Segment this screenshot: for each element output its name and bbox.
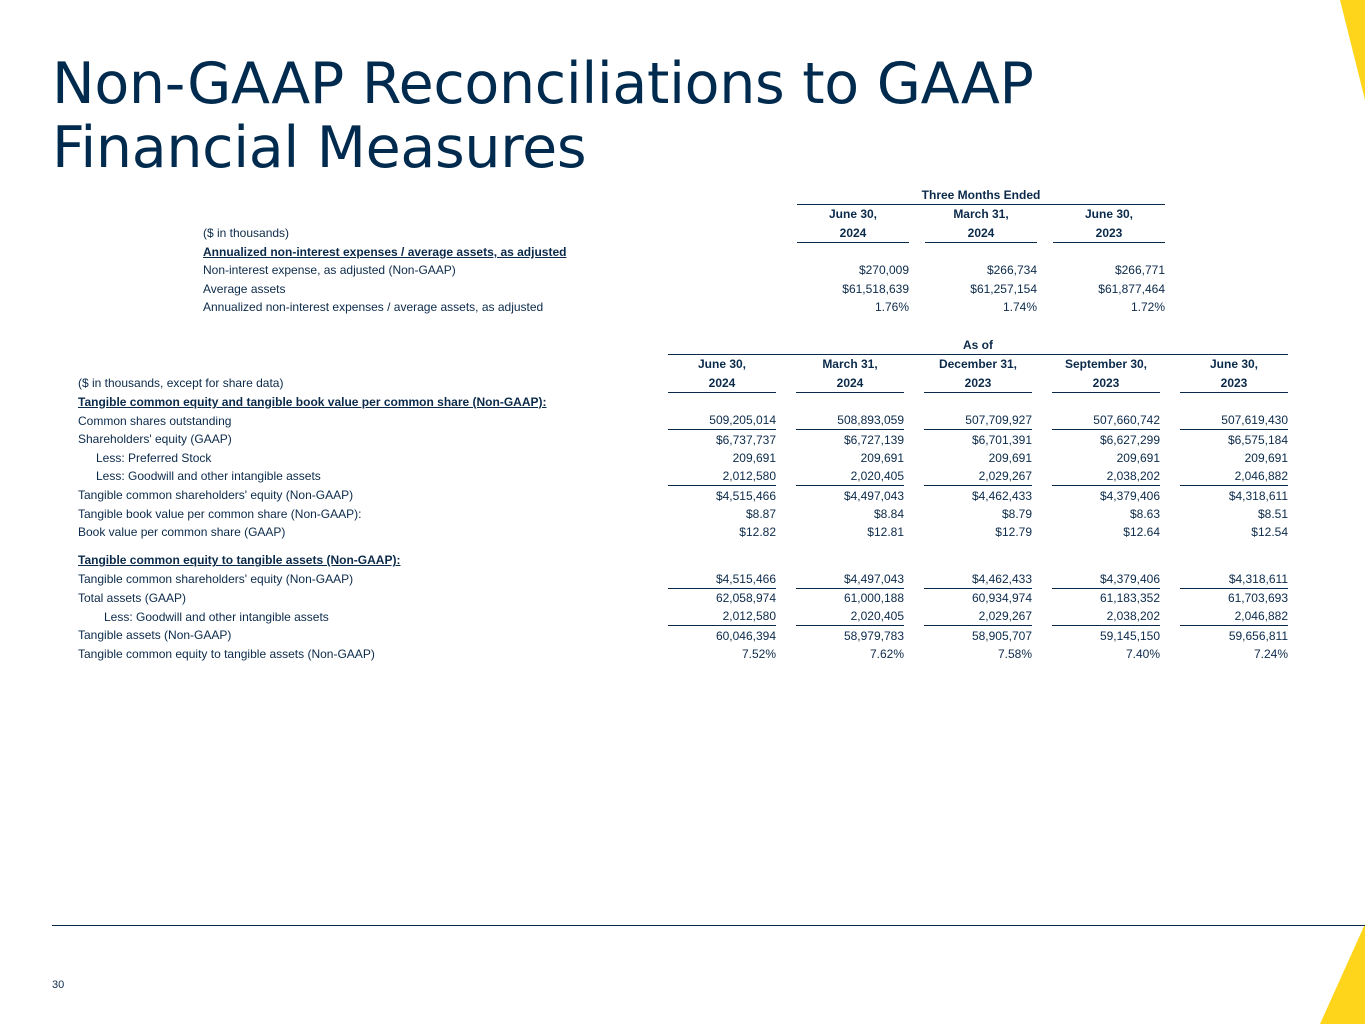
cell: 61,000,188 [843,591,904,605]
cell: $6,701,391 [924,430,1032,449]
cell: $4,318,611 [1180,486,1288,505]
table-row [78,523,1288,541]
column-header: June 30, [1084,207,1134,222]
column-year: 2023 [1053,224,1165,243]
cell: 59,145,150 [1052,626,1160,645]
cell: 7.24% [1253,646,1288,661]
cell: 7.52% [741,646,776,661]
table-row [78,570,1288,589]
row-label: Less: Preferred Stock [96,450,212,465]
cell: 58,979,783 [796,626,904,645]
cell: $12.81 [867,525,904,540]
cell: $8.84 [873,506,904,521]
table-row [203,279,1165,297]
cell: 2,038,202 [1106,609,1160,624]
accent-stripe-top [1320,0,1365,100]
cell: 507,709,927 [965,413,1032,428]
cell: $12.64 [1123,525,1160,540]
table-row [203,261,1165,279]
cell: $12.54 [1251,525,1288,540]
cell: 2,029,267 [978,609,1032,624]
column-year: 2024 [668,374,776,393]
cell: $266,771 [1114,263,1165,278]
cell: 209,691 [860,450,904,465]
expense-ratio-table [203,186,1165,316]
unit-label: ($ in thousands) [203,225,290,240]
column-header: September 30, [1064,357,1148,372]
column-year: 2024 [797,224,909,243]
section-title: Annualized non-interest expenses / average assets, as adjusted [203,244,567,259]
cell: $4,515,466 [668,486,776,505]
cell: $61,518,639 [842,281,909,296]
column-header: March 31, [822,357,878,372]
table-row [78,588,1288,607]
cell: 509,205,014 [709,413,776,428]
row-label: Average assets [203,281,286,296]
cell: 2,020,405 [850,609,904,624]
cell: 2,029,267 [978,469,1032,484]
cell: 209,691 [988,450,1032,465]
cell: 61,183,352 [1099,591,1160,605]
cell: $4,462,433 [924,570,1032,589]
cell: 507,619,430 [1221,413,1288,428]
accent-stripe-bottom [1320,924,1365,1024]
cell: $61,257,154 [970,281,1037,296]
section-title: Tangible common equity and tangible book value per common share (Non-GAAP): [78,394,547,409]
page-number: 30 [52,979,65,991]
cell: 59,656,811 [1180,626,1288,645]
cell: $8.63 [1129,506,1160,521]
cell: $8.79 [1001,506,1032,521]
cell: 1.76% [874,299,909,314]
cell: $4,515,466 [668,570,776,589]
table-row [78,607,1288,626]
cell: 7.62% [869,646,904,661]
cell: $4,497,043 [796,570,904,589]
cell: 1.72% [1130,299,1165,314]
cell: 61,703,693 [1227,591,1288,605]
row-label: Tangible book value per common share (Non-GAAP): [78,506,362,521]
cell: 2,020,405 [850,469,904,484]
cell: $61,877,464 [1098,281,1165,296]
row-label: Common shares outstanding [78,413,232,428]
cell: $8.51 [1257,506,1288,521]
row-label: Shareholders' equity (GAAP) [78,432,232,447]
cell: $6,575,184 [1180,430,1288,449]
group-header: Three Months Ended [797,186,1165,205]
row-label: Tangible common shareholders' equity (Non-GAAP) [78,571,354,586]
section-title: Tangible common equity to tangible assets (Non-GAAP): [78,553,401,568]
page-title: Non-GAAP Reconciliations to GAAP Financial Measures [52,51,1034,181]
table-row [78,486,1288,505]
row-label: Less: Goodwill and other intangible assets [96,469,321,484]
cell: $6,627,299 [1052,430,1160,449]
unit-label: ($ in thousands, except for share data) [78,375,284,390]
cell: 58,905,707 [924,626,1032,645]
row-label: Less: Goodwill and other intangible assets [104,609,329,624]
cell: $6,737,737 [668,430,776,449]
cell: $12.79 [995,525,1032,540]
cell: $270,009 [858,263,909,278]
cell: 62,058,974 [715,591,776,605]
cell: 60,046,394 [668,626,776,645]
row-label: Tangible common shareholders' equity (Non-GAAP) [78,488,354,503]
column-header: June 30, [1209,357,1259,372]
column-year: 2023 [1180,374,1288,393]
table-row [78,645,1288,663]
cell: 209,691 [1116,450,1160,465]
table-row [78,467,1288,486]
column-year: 2023 [1052,374,1160,393]
table-row [78,505,1288,523]
row-label: Total assets (GAAP) [78,590,187,605]
cell: 60,934,974 [971,591,1032,605]
table-row [78,430,1288,449]
row-label: Book value per common share (GAAP) [78,525,286,540]
row-label: Tangible assets (Non-GAAP) [78,628,232,643]
footer-divider [52,925,1365,926]
table-row [78,411,1288,430]
column-header: June 30, [828,207,878,222]
cell: 2,046,882 [1234,609,1288,624]
column-year: 2024 [796,374,904,393]
row-label: Non-interest expense, as adjusted (Non-GAAP) [203,263,456,278]
cell: $4,462,433 [924,486,1032,505]
cell: 2,012,580 [722,469,776,484]
cell: 2,046,882 [1234,469,1288,484]
cell: $4,497,043 [796,486,904,505]
column-header: December 31, [938,357,1018,372]
cell: $266,734 [986,263,1037,278]
cell: 508,893,059 [837,413,904,428]
cell: 2,038,202 [1106,469,1160,484]
column-year: 2023 [924,374,1032,393]
row-label: Annualized non-interest expenses / average assets, as adjusted [203,299,544,314]
cell: 1.74% [1002,299,1037,314]
column-header: March 31, [953,207,1009,222]
cell: 2,012,580 [722,609,776,624]
cell: $8.87 [745,506,776,521]
cell: 209,691 [1244,450,1288,465]
table-row [78,449,1288,467]
row-label: Tangible common equity to tangible assets (Non-GAAP) [78,646,375,661]
table-row [203,298,1165,316]
cell: 7.40% [1125,646,1160,661]
cell: $4,379,406 [1052,486,1160,505]
cell: $6,727,139 [796,430,904,449]
cell: $4,318,611 [1180,570,1288,589]
cell: 7.58% [997,646,1032,661]
cell: $12.82 [739,525,776,540]
cell: 209,691 [732,450,776,465]
cell: $4,379,406 [1052,570,1160,589]
table-row [78,626,1288,645]
cell: 507,660,742 [1093,413,1160,428]
tangible-equity-table [78,336,1288,663]
column-header: June 30, [697,357,747,372]
column-year: 2024 [925,224,1037,243]
group-header: As of [668,336,1288,355]
